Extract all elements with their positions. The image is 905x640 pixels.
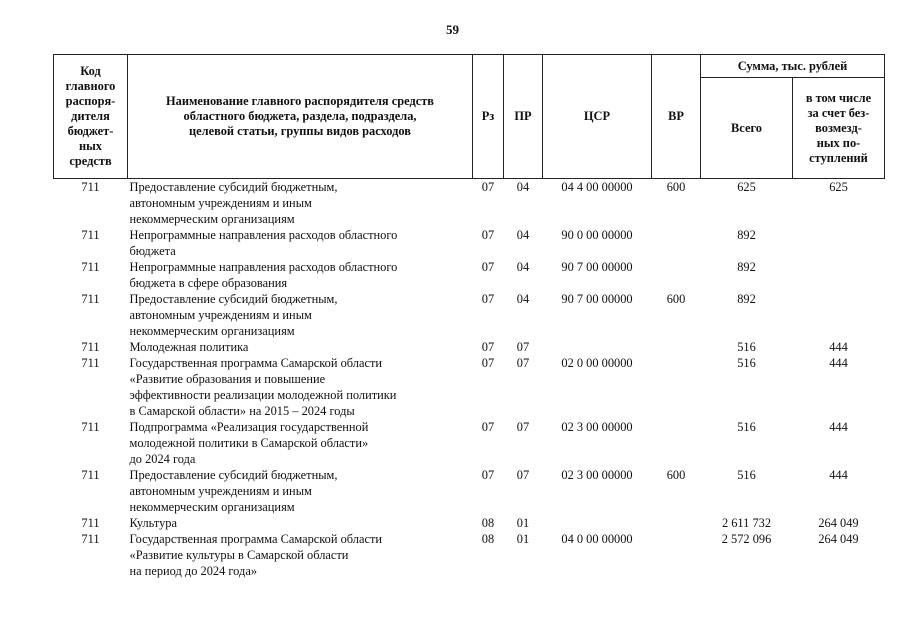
row-pr: 07 [516, 468, 530, 482]
row-free-receipts: 444 [829, 420, 848, 434]
row-code: 711 [81, 340, 100, 354]
row-vr [652, 419, 701, 467]
row-name: Непрограммные направления расходов областного бюджета [129, 228, 398, 258]
row-pr: 04 [516, 180, 530, 194]
table-row [54, 515, 885, 531]
row-free-receipts [793, 259, 885, 291]
row-total: 892 [737, 228, 756, 242]
row-vr [652, 227, 701, 259]
row-rz: 07 [481, 260, 495, 274]
row-csr: 02 3 00 00000 [561, 420, 633, 434]
row-code: 711 [81, 292, 100, 306]
header-free-receipts: в том числе за счет без- возмезд- ных по- ступлений [793, 78, 885, 179]
row-csr: 02 3 00 00000 [561, 468, 633, 482]
row-name: Предоставление субсидий бюджетным, автономным учреждениям и иным некоммерческим организациям [129, 180, 338, 226]
row-rz: 07 [481, 420, 495, 434]
row-csr: 04 4 00 00000 [561, 180, 633, 194]
row-name: Государственная программа Самарской области «Развитие культуры в Самарской области на период до 2024 года» [129, 532, 383, 578]
row-vr [652, 355, 701, 419]
row-pr: 01 [516, 516, 530, 530]
row-pr: 04 [516, 260, 530, 274]
table-row [54, 259, 885, 291]
row-total: 516 [737, 468, 756, 482]
row-code: 711 [81, 180, 100, 194]
table-row [54, 355, 885, 419]
row-code: 711 [81, 228, 100, 242]
row-csr [543, 515, 652, 531]
row-code: 711 [81, 260, 100, 274]
row-free-receipts [793, 227, 885, 259]
row-vr [652, 339, 701, 355]
row-name: Предоставление субсидий бюджетным, автономным учреждениям и иным некоммерческим организациям [129, 468, 338, 514]
row-free-receipts: 625 [829, 180, 848, 194]
budget-table [53, 54, 885, 579]
row-total: 516 [737, 420, 756, 434]
table-body [54, 179, 885, 580]
row-name: Предоставление субсидий бюджетным, автономным учреждениям и иным некоммерческим организациям [129, 292, 338, 338]
row-pr: 07 [516, 356, 530, 370]
row-rz: 08 [481, 516, 495, 530]
row-rz: 07 [481, 356, 495, 370]
header-csr: ЦСР [543, 55, 652, 179]
table-header [54, 55, 885, 179]
header-pr: ПР [504, 55, 543, 179]
row-rz: 08 [481, 532, 495, 546]
row-pr: 04 [516, 292, 530, 306]
header-sum: Сумма, тыс. рублей [701, 55, 885, 78]
row-csr: 04 0 00 00000 [561, 532, 633, 546]
row-free-receipts [793, 291, 885, 339]
table-row [54, 419, 885, 467]
table-row [54, 467, 885, 515]
row-total: 2 572 096 [721, 532, 772, 546]
row-name: Молодежная политика [129, 340, 249, 354]
row-pr: 04 [516, 228, 530, 242]
row-csr: 90 0 00 00000 [561, 228, 633, 242]
row-vr [652, 515, 701, 531]
row-csr: 02 0 00 00000 [561, 356, 633, 370]
table-row [54, 531, 885, 579]
row-name: Подпрограмма «Реализация государственной молодежной политики в Самарской области» до 2024 года [129, 420, 369, 466]
header-name: Наименование главного распорядителя средств областного бюджета, раздела, подраздела, целевой статьи, группы видов расходов [128, 55, 473, 179]
row-name: Культура [129, 516, 177, 530]
row-name: Непрограммные направления расходов областного бюджета в сфере образования [129, 260, 398, 290]
table-row [54, 339, 885, 355]
row-total: 516 [737, 356, 756, 370]
row-code: 711 [81, 420, 100, 434]
row-rz: 07 [481, 180, 495, 194]
row-vr [652, 259, 701, 291]
row-rz: 07 [481, 292, 495, 306]
row-csr [543, 339, 652, 355]
row-free-receipts: 264 049 [818, 516, 859, 530]
row-vr: 600 [666, 292, 686, 306]
row-free-receipts: 444 [829, 340, 848, 354]
row-code: 711 [81, 356, 100, 370]
row-vr [652, 531, 701, 579]
row-vr: 600 [666, 180, 686, 194]
row-rz: 07 [481, 468, 495, 482]
row-free-receipts: 264 049 [818, 532, 859, 546]
header-code: Код главного распоря- дителя бюджет- ных средств [54, 55, 128, 179]
header-vr: ВР [652, 55, 701, 179]
table-row [54, 179, 885, 228]
row-total: 892 [737, 292, 756, 306]
row-total: 625 [737, 180, 756, 194]
row-code: 711 [81, 468, 100, 482]
table-row [54, 227, 885, 259]
row-total: 2 611 732 [721, 516, 772, 530]
header-rz: Рз [473, 55, 504, 179]
row-pr: 07 [516, 420, 530, 434]
row-pr: 07 [516, 340, 530, 354]
table-row [54, 291, 885, 339]
row-csr: 90 7 00 00000 [561, 260, 633, 274]
row-free-receipts: 444 [829, 468, 848, 482]
row-csr: 90 7 00 00000 [561, 292, 633, 306]
row-rz: 07 [481, 340, 495, 354]
page-number: 59 [446, 22, 459, 37]
header-total: Всего [701, 78, 793, 179]
row-pr: 01 [516, 532, 530, 546]
row-total: 516 [737, 340, 756, 354]
row-code: 711 [81, 516, 100, 530]
row-code: 711 [81, 532, 100, 546]
row-vr: 600 [666, 468, 686, 482]
row-name: Государственная программа Самарской области «Развитие образования и повышение эффективности реализации молодежной политики в Самарской области» на 2015 – 2024 годы [129, 356, 397, 418]
row-free-receipts: 444 [829, 356, 848, 370]
row-rz: 07 [481, 228, 495, 242]
row-total: 892 [737, 260, 756, 274]
